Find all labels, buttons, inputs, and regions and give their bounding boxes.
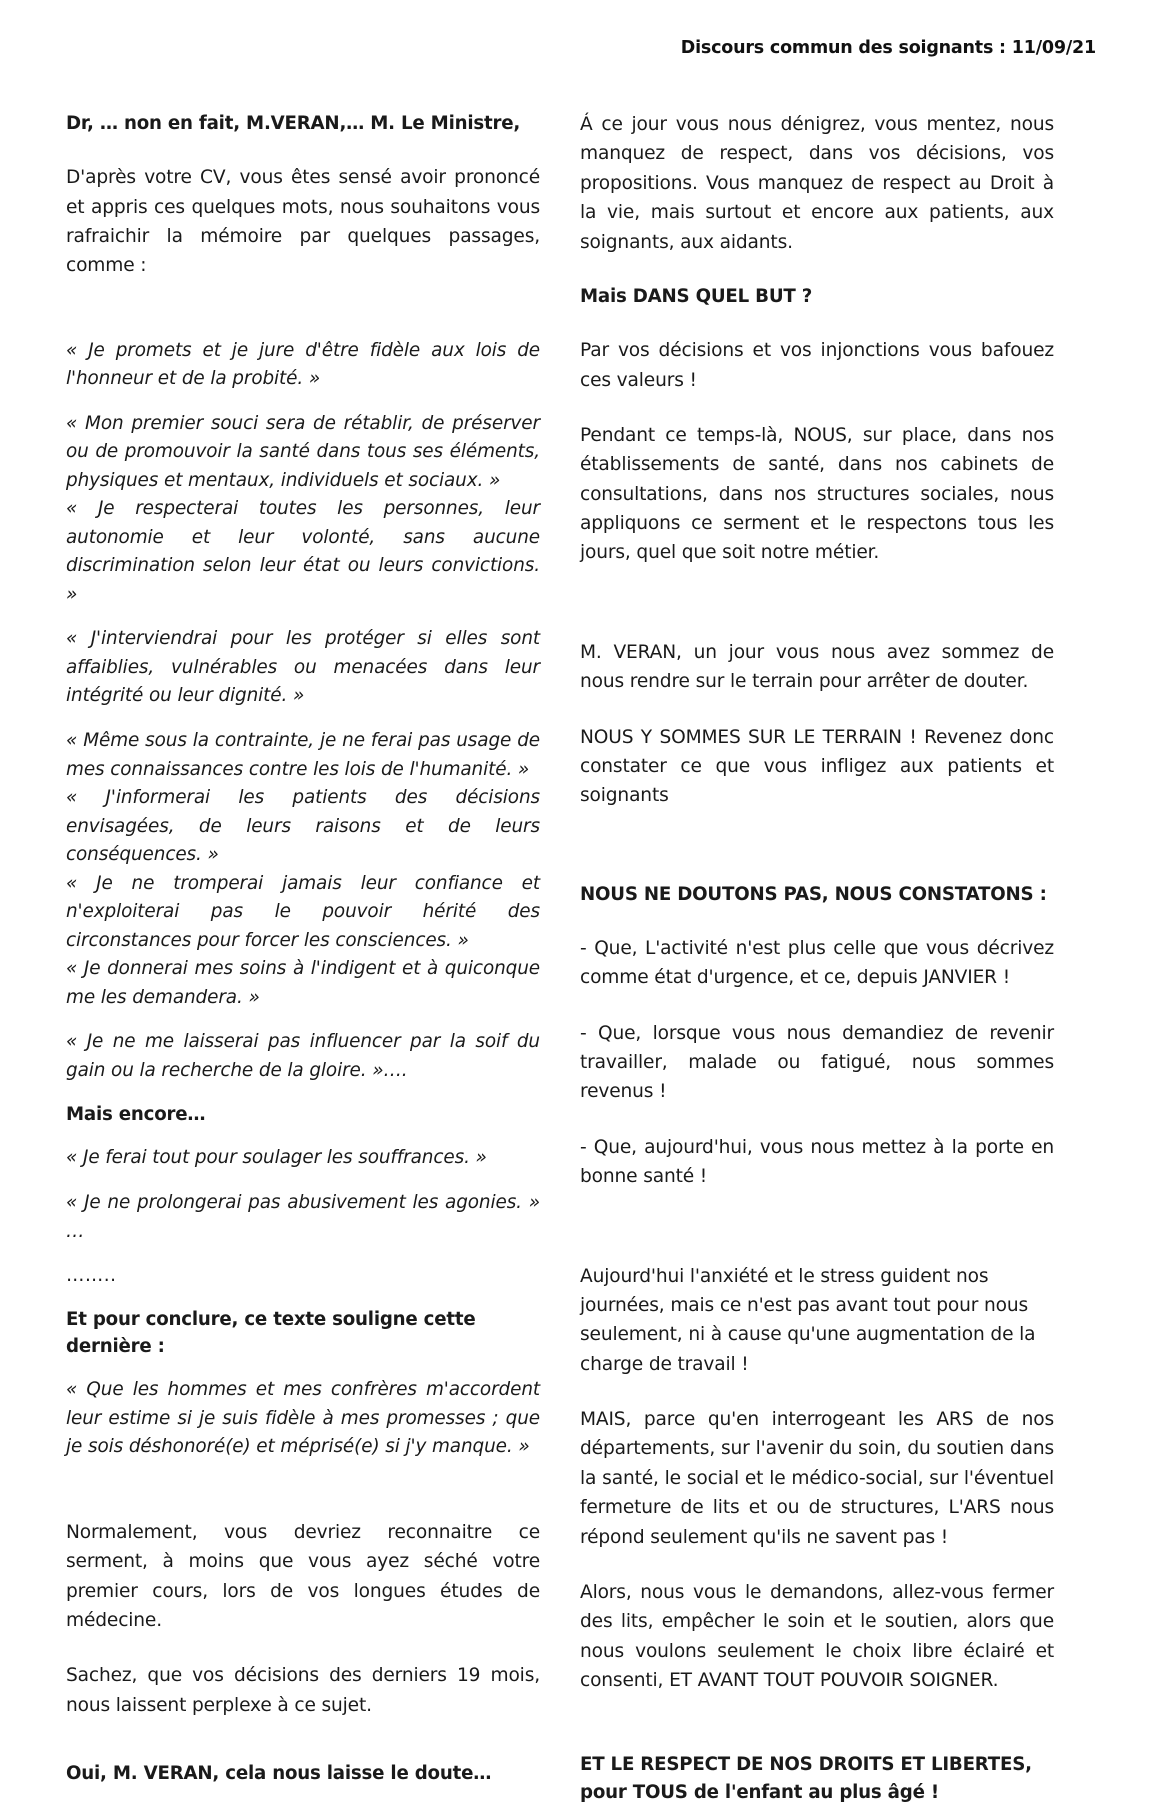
paragraph-a-ce-jour: Á ce jour vous nous dénigrez, vous mentez, nous manquez de respect, dans vos décisions, vos propositions. Vous manquez de respect au Droit à la vie, mais surtout et encore aux patients, aux soignants, aux aidants.	[580, 114, 1054, 253]
quote-12: « Que les hommes et mes confrères m'accordent leur estime si je suis fidèle à mes promesses ; que je sois déshonoré(e) et méprisé(e) si j'y manque. »	[66, 1379, 540, 1458]
paragraph-normalement: Normalement, vous devriez reconnaitre ce serment, à moins que vous ayez séché votre premier cours, lors de vos longues études de médecine.	[66, 1521, 540, 1631]
paragraph-mais-ars: MAIS, parce qu'en interrogeant les ARS de nos départements, sur l'avenir du soin, du soutien dans la santé, le social et le médico-social, sur l'éventuel fermeture de lits et ou de structures, L'ARS nous répond seulement qu'ils ne savent pas !	[580, 1409, 1054, 1548]
paragraph-terrain: NOUS Y SOMMES SUR LE TERRAIN ! Revenez donc constater ce que vous infligez aux patients et soignants	[580, 726, 1054, 807]
quote-10: « Je ferai tout pour soulager les souffrances. »	[66, 1147, 487, 1169]
paragraph-alors: Alors, nous vous le demandons, allez-vous fermer des lits, empêcher le soin et le soutien, alors que nous voulons seulement le choix libre éclairé et consenti, ET AVANT TOUT POUVOIR SOIGNER.	[580, 1581, 1054, 1692]
two-column-layout	[66, 110, 1104, 1806]
intro-paragraph: D'après votre CV, vous êtes sensé avoir prononcé et appris ces quelques mots, nous souhaitons vous rafraichir la mémoire par quelques passages, comme :	[66, 167, 540, 277]
quote-4: « J'interviendrai pour les protéger si elles sont affaiblies, vulnérables ou menacées dans leur intégrité ou leur dignité. »	[66, 628, 540, 707]
heading-conclure: Et pour conclure, ce texte souligne cette dernière :	[66, 1308, 476, 1357]
quote-11: « Je ne prolongerai pas abusivement les agonies. » …	[66, 1191, 540, 1242]
quote-5: « Même sous la contrainte, je ne ferai pas usage de mes connaissances contre les lois de l'humanité. »	[66, 729, 540, 780]
heading-constatons: NOUS NE DOUTONS PAS, NOUS CONSTATONS :	[580, 883, 1047, 905]
quote-3: « Je respecterai toutes les personnes, leur autonomie et leur volonté, sans aucune discrimination selon leur état ou leurs convictions. »	[66, 498, 540, 605]
quote-8: « Je donnerai mes soins à l'indigent et à quiconque me les demandera. »	[66, 958, 540, 1008]
ellipsis-separator: ……..	[66, 1265, 117, 1287]
bullet-1: - Que, L'activité n'est plus celle que vous décrivez comme état d'urgence, et ce, depuis JANVIER !	[580, 937, 1054, 989]
quote-7: « Je ne tromperai jamais leur confiance et n'exploiterai pas le pouvoir hérité des circonstances pour forcer les consciences. »	[66, 872, 540, 951]
salutation: Dr, … non en fait, M.VERAN,… M. Le Ministre,	[66, 113, 521, 134]
bullet-3: - Que, aujourd'hui, vous nous mettez à la porte en bonne santé !	[580, 1136, 1054, 1188]
quote-9: « Je ne me laisserai pas influencer par la soif du gain ou la recherche de la gloire. »….	[66, 1031, 540, 1081]
left-column	[66, 110, 540, 1787]
paragraph-anxiete: Aujourd'hui l'anxiété et le stress guident nos journées, mais ce n'est pas avant tout pour nous seulement, ni à cause qu'une augmentation de la charge de travail !	[580, 1265, 1036, 1375]
paragraph-sachez: Sachez, que vos décisions des derniers 19 mois, nous laissent perplexe à ce sujet.	[66, 1665, 540, 1716]
quote-6: « J'informerai les patients des décisions envisagées, de leurs raisons et de leurs conséquences. »	[66, 787, 540, 866]
document-header: Discours commun des soignants : 11/09/21	[680, 38, 1096, 58]
quote-1: « Je promets et je jure d'être fidèle aux lois de l'honneur et de la probité. »	[66, 339, 540, 390]
paragraph-bafouez: Par vos décisions et vos injonctions vous bafouez ces valeurs !	[580, 340, 1054, 391]
paragraph-veran: M. VERAN, un jour vous nous avez sommez de nous rendre sur le terrain pour arrêter de douter.	[580, 641, 1054, 693]
heading-mais-encore: Mais encore…	[66, 1104, 206, 1126]
right-closing-bold: ET LE RESPECT DE NOS DROITS ET LIBERTES, pour TOUS de l'enfant au plus âgé !	[580, 1754, 1032, 1803]
paragraph-pendant: Pendant ce temps-là, NOUS, sur place, dans nos établissements de santé, dans nos cabinets de consultations, dans nos structures sociales, nous appliquons ce serment et le respectons tous les jours, quel que soit notre métier.	[580, 424, 1054, 564]
left-closing-bold: Oui, M. VERAN, cela nous laisse le doute…	[66, 1763, 492, 1785]
right-column	[580, 110, 1054, 1806]
heading-dans-quel-but: Mais DANS QUEL BUT ?	[580, 285, 813, 307]
bullet-2: - Que, lorsque vous nous demandiez de revenir travailler, malade ou fatigué, nous sommes revenus !	[580, 1022, 1054, 1103]
quote-2: « Mon premier souci sera de rétablir, de préserver ou de promouvoir la santé dans tous ses éléments, physiques et mentaux, individuels et sociaux. »	[66, 412, 540, 491]
